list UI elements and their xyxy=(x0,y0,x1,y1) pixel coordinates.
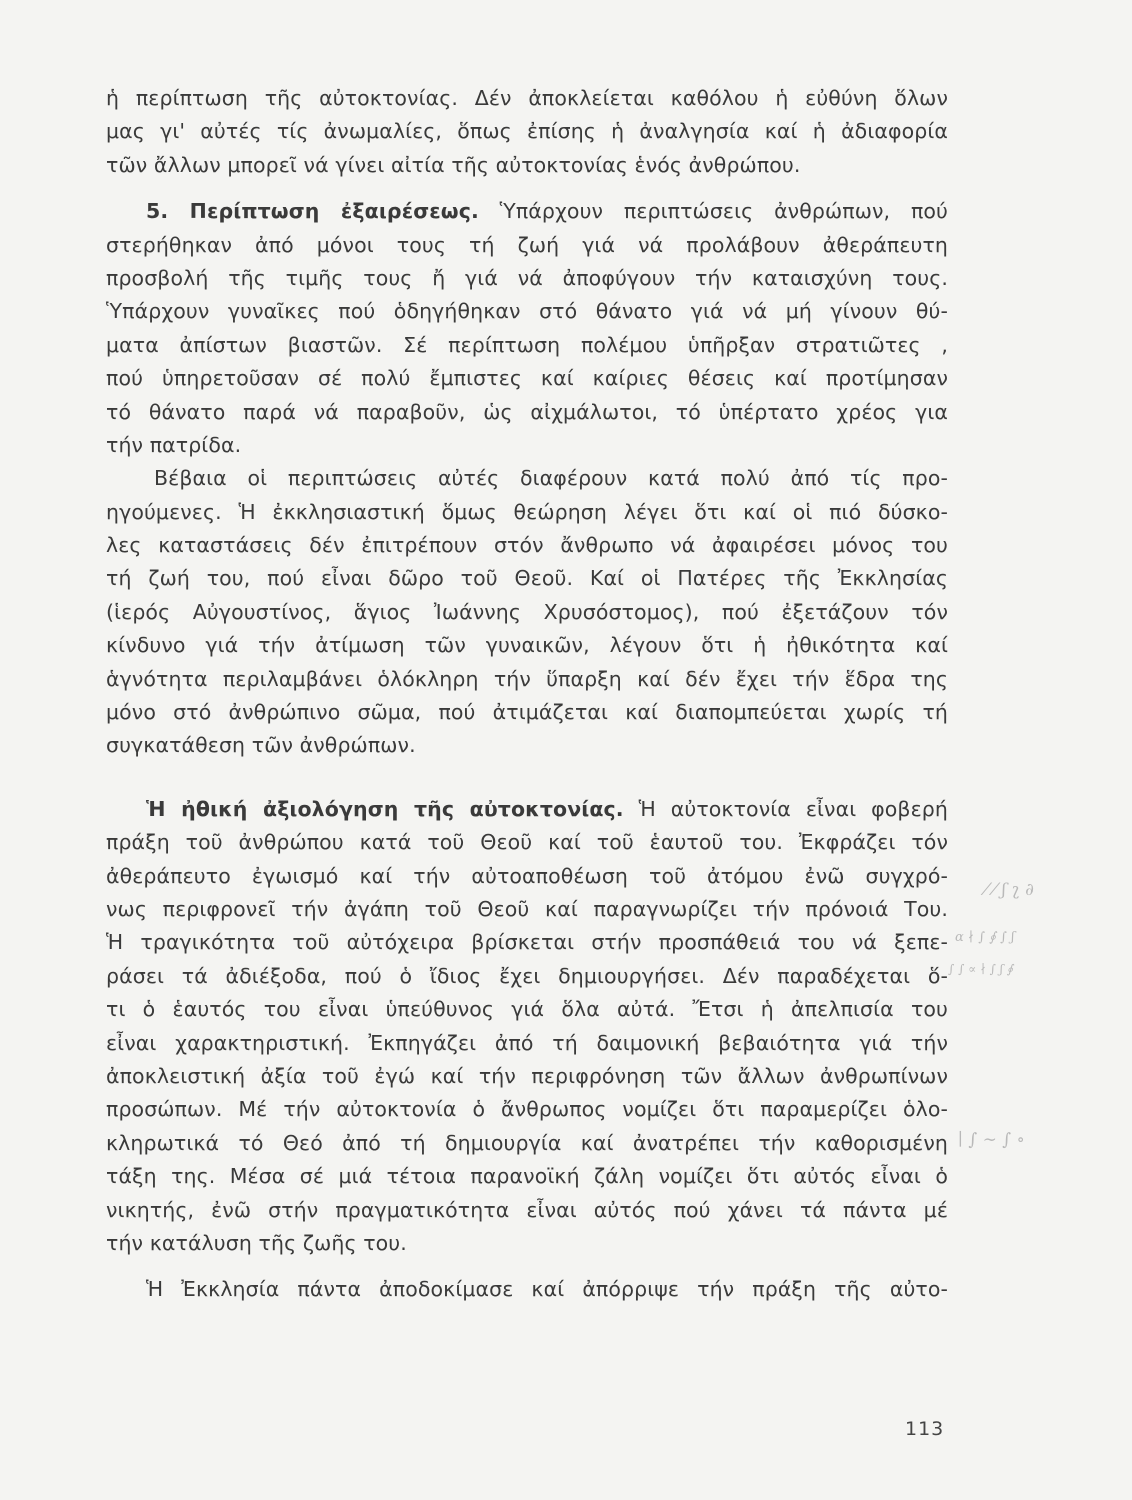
text-line: ἡ περίπτωση τῆς αὐτοκτονίας. Δέν ἀποκλείεται καθόλου ἡ εὐθύνη ὅλων xyxy=(106,86,948,110)
text-line: μας γι' αὐτές τίς ἀνωμαλίες, ὅπως ἐπίσης ἡ ἀναλγησία καί ἡ ἀδιαφορία xyxy=(106,119,948,144)
text-line: μόνο στό ἀνθρώπινο σῶμα, πού ἀτιμάζεται καί διαπομπεύεται χωρίς τή xyxy=(106,700,948,725)
section-heading: Ἡ ἠθική ἀξιολόγηση τῆς αὐτοκτονίας. xyxy=(146,796,624,821)
text-line: νως περιφρονεῖ τήν ἀγάπη τοῦ Θεοῦ καί παραγνωρίζει τήν πρόνοιά Του. xyxy=(106,896,948,921)
text-line: ἀποκλειστική ἀξία τοῦ ἐγώ καί τήν περιφρόνηση τῶν ἄλλων ἀνθρωπίνων xyxy=(106,1063,948,1088)
text-line: ράσει τά ἀδιέξοδα, πού ὁ ἴδιος ἔχει δημιουργήσει. Δέν παραδέχεται ὅ- xyxy=(106,963,948,988)
handwritten-margin-note: ∫ ∫ ∝ ∤ ∫ ʃ ∮ xyxy=(948,962,1014,976)
text-line: τό θάνατο παρά νά παραβοῦν, ὡς αἰχμάλωτοι, τό ὑπέρτατο χρέος για xyxy=(106,399,948,424)
text-line: ἀθεράπευτο ἐγωισμό καί τήν αὐτοαποθέωση τοῦ ἀτόμου ἐνῶ συγχρό- xyxy=(106,863,948,888)
text-line: στερήθηκαν ἀπό μόνοι τους τή ζωή γιά νά προλάβουν ἀθεράπευτη xyxy=(106,232,948,257)
text-line: τῶν ἄλλων μπορεῖ νά γίνει αἰτία τῆς αὐτοκτονίας ἑνός ἀνθρώπου. xyxy=(106,152,801,177)
text-line: Βέβαια οἱ περιπτώσεις αὐτές διαφέρουν κατά πολύ ἀπό τίς προ- xyxy=(154,466,948,491)
text-line: κίνδυνο γιά τήν ἀτίμωση τῶν γυναικῶν, λέγουν ὅτι ἡ ἠθικότητα καί xyxy=(106,633,948,658)
text-line: Ὑπάρχουν γυναῖκες πού ὁδηγήθηκαν στό θάνατο γιά νά μή γίνουν θύ- xyxy=(106,299,948,324)
text-line: συγκατάθεση τῶν ἀνθρώπων. xyxy=(106,733,416,758)
page-body xyxy=(106,82,948,1307)
handwritten-margin-note: ∣ ∫ ∼ ∫ ∘ xyxy=(958,1130,1025,1150)
text-line: (ἱερός Αὐγουστίνος, ἅγιος Ἰωάννης Χρυσόστομος), πού ἐξετάζουν τόν xyxy=(106,599,948,624)
text-line: Ἡ τραγικότητα τοῦ αὐτόχειρα βρίσκεται στήν προσπάθειά του νά ξεπε- xyxy=(106,930,948,955)
text-line: ματα ἀπίστων βιαστῶν. Σέ περίπτωση πολέμου ὑπῆρξαν στρατιῶτες , xyxy=(106,332,948,357)
page-number: 113 xyxy=(905,1418,945,1440)
handwritten-margin-note: ɑ ∤ ∫ ∮ ∫ ʃ xyxy=(955,930,1015,945)
section-5 xyxy=(106,195,948,462)
text-line: τι ὁ ἑαυτός του εἶναι ὑπεύθυνος γιά ὅλα αὐτά. Ἔτσι ἡ ἀπελπισία του xyxy=(106,997,948,1022)
text-line: τάξη της. Μέσα σέ μιά τέτοια παρανοϊκή ζάλη νομίζει ὅτι αὐτός εἶναι ὁ xyxy=(106,1164,948,1189)
text-line: ηγούμενες. Ἡ ἐκκλησιαστική ὅμως θεώρηση λέγει ὅτι καί οἱ πιό δύσκο- xyxy=(106,499,948,524)
text-line: προσβολή τῆς τιμῆς τους ἤ γιά νά ἀποφύγουν τήν καταισχύνη τους. xyxy=(106,265,948,290)
section-heading: 5. Περίπτωση ἐξαιρέσεως. xyxy=(146,199,479,224)
text-line: ἁγνότητα περιλαμβάνει ὁλόκληρη τήν ὕπαρξη καί δέν ἔχει τήν ἕδρα της xyxy=(106,666,948,691)
text-line: κληρωτικά τό Θεό ἀπό τή δημιουργία καί ἀνατρέπει τήν καθορισμένη xyxy=(106,1130,948,1155)
text-line: τήν πατρίδα. xyxy=(106,432,242,457)
text-line: λες καταστάσεις δέν ἐπιτρέπουν στόν ἄνθρωπο νά ἀφαιρέσει μόνος του xyxy=(106,533,948,558)
text-line: τή ζωή του, πού εἶναι δῶρο τοῦ Θεοῦ. Καί οἱ Πατέρες τῆς Ἐκκλησίας xyxy=(106,566,948,591)
text-line: τήν κατάλυση τῆς ζωῆς του. xyxy=(106,1230,407,1255)
section-ethical-evaluation xyxy=(106,793,948,1260)
text-run: Ἡ αὐτοκτονία εἶναι φοβερή xyxy=(623,796,948,821)
text-line: Ἡ Ἐκκλησία πάντα ἀποδοκίμασε καί ἀπόρριψε τήν πράξη τῆς αὐτο- xyxy=(146,1277,948,1302)
text-line: προσώπων. Μέ τήν αὐτοκτονία ὁ ἄνθρωπος νομίζει ὅτι παραμερίζει ὁλο- xyxy=(106,1097,948,1122)
text-line: εἶναι χαρακτηριστική. Ἐκπηγάζει ἀπό τή δαιμονική βεβαιότητα γιά τήν xyxy=(106,1030,948,1055)
text-line xyxy=(106,195,948,228)
paragraph-3 xyxy=(106,462,948,763)
paragraph-1 xyxy=(106,82,948,182)
handwritten-margin-note: ⁄ ⁄ ʃ ʅ ∂ xyxy=(985,880,1034,900)
text-line: πού ὑπηρετοῦσαν σέ πολύ ἔμπιστες καί καίριες θέσεις καί προτίμησαν xyxy=(106,366,948,391)
text-run: Ὑπάρχουν περιπτώσεις ἀνθρώπων, πού xyxy=(478,199,948,224)
text-line: νικητής, ἐνῶ στήν πραγματικότητα εἶναι αὐτός πού χάνει τά πάντα μέ xyxy=(106,1197,948,1222)
text-line xyxy=(106,793,948,826)
text-line: πράξη τοῦ ἀνθρώπου κατά τοῦ Θεοῦ καί τοῦ ἑαυτοῦ του. Ἐκφράζει τόν xyxy=(106,830,948,855)
paragraph-5 xyxy=(106,1273,948,1306)
